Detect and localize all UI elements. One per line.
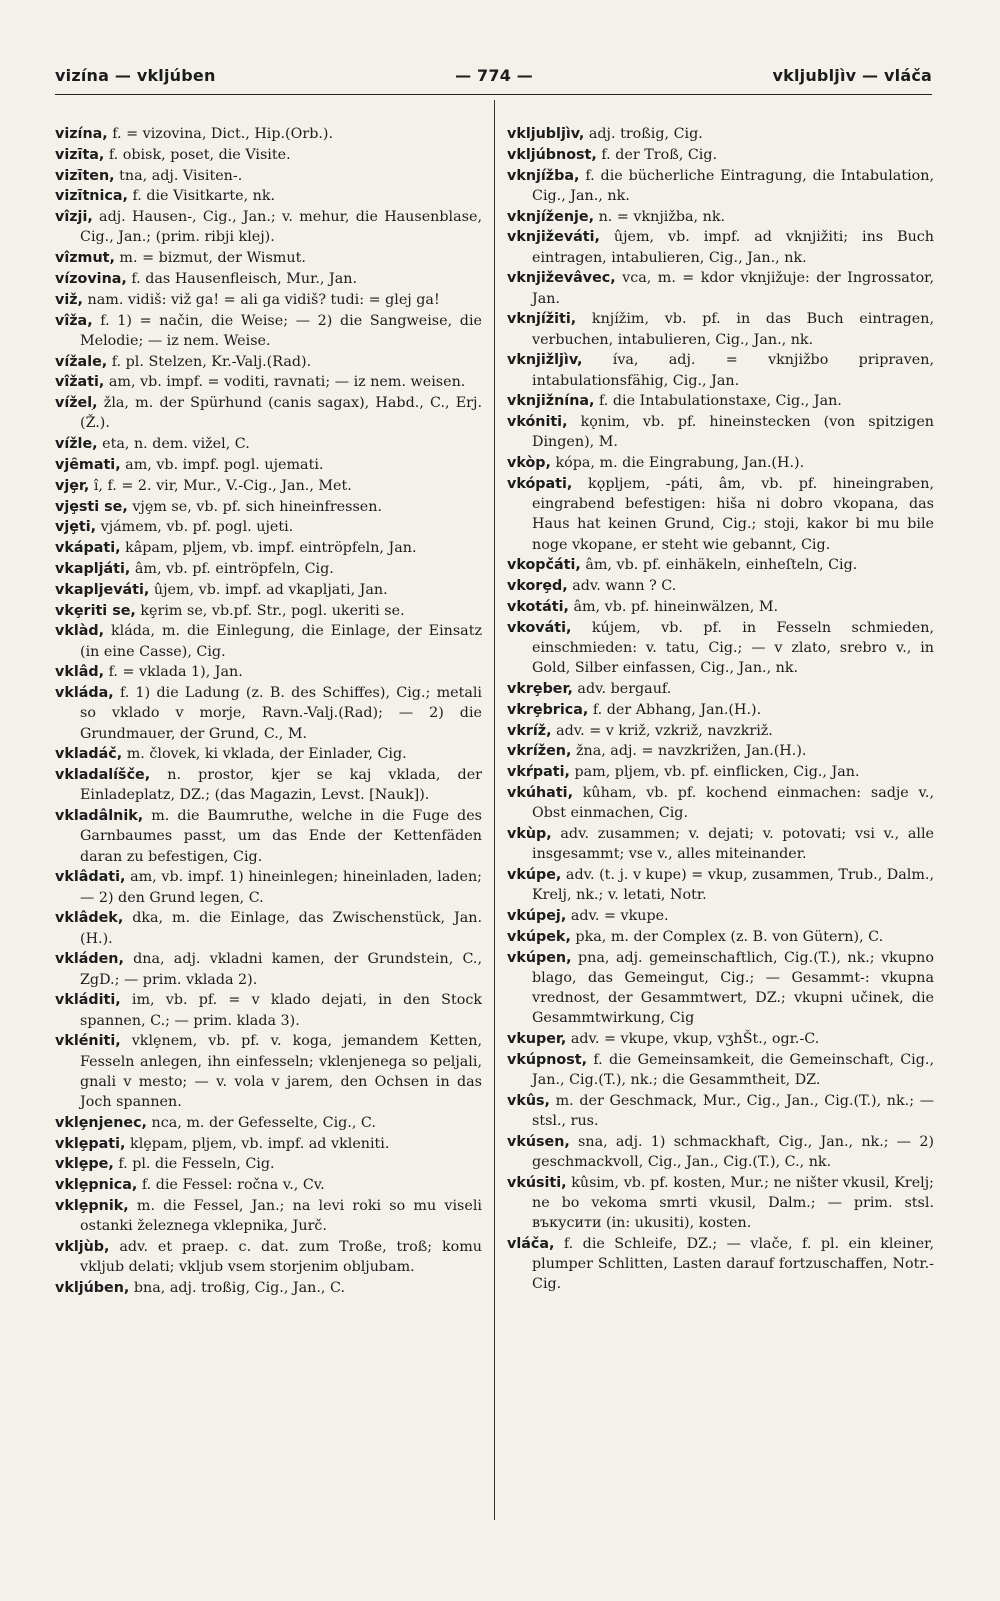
dictionary-entry: [507, 309, 934, 349]
entry-headword: vîžati,: [55, 374, 105, 391]
entry-definition: m. die Fessel, Jan.; na levi roki so mu viseli ostanki železnega vklepnika, Jurč.: [80, 1197, 482, 1235]
entry-definition: f. 1) = način, die Weise; — 2) die Sangweise, die Melodie; — iz nem. Weise.: [80, 312, 482, 349]
entry-definition: f. = vizovina, Dict., Hip.(Orb.).: [107, 126, 334, 142]
entry-definition: adv. et praep. c. dat. zum Troße, troß; komu vkljub delati; vkljub vsem storjenim obljubam.: [80, 1238, 482, 1276]
dictionary-entry: [55, 352, 482, 372]
dictionary-entry: [55, 1113, 482, 1133]
entry-headword: vkapljáti,: [55, 560, 131, 577]
entry-definition: adv. = vkupe, vkup, vʒhŠt., ogr.-C.: [566, 1030, 820, 1047]
dictionary-entry: [507, 721, 934, 741]
entry-definition: âm, vb. pf. hineinwälzen, M.: [568, 598, 779, 615]
entry-definition: f. die Fessel: ročna v., Cv.: [137, 1177, 325, 1194]
dictionary-entry: [507, 762, 934, 782]
entry-headword: vkùp,: [507, 825, 552, 842]
entry-headword: vkrȩber,: [507, 680, 573, 697]
entry-headword: vkapljeváti,: [55, 581, 150, 598]
entry-definition: adv. (t. j. v kupe) = vkup, zusammen, Trub., Dalm., Krelj, nk.; v. letati, Notr.: [532, 866, 934, 904]
dictionary-entry: [507, 207, 934, 227]
entry-headword: vklȩpnica,: [55, 1177, 138, 1194]
entry-headword: vkorȩd,: [507, 578, 568, 595]
entry-headword: vkladáč,: [55, 746, 123, 763]
entry-definition: dna, adj. vkladni kamen, der Grundstein, C., ZgD.; — prim. vklada 2).: [80, 951, 482, 988]
entry-headword: vklȩpnik,: [55, 1197, 129, 1214]
entry-headword: vkríž,: [507, 722, 552, 739]
entry-headword: vkuper,: [507, 1030, 567, 1047]
dictionary-entry: [507, 597, 934, 617]
dictionary-entry: [55, 497, 482, 517]
dictionary-entry: [55, 124, 482, 144]
dictionary-entry: [55, 806, 482, 867]
entry-definition: n. = vknjižba, nk.: [594, 208, 726, 225]
dictionary-entry: [55, 601, 482, 621]
entry-definition: kâpam, pljem, vb. impf. eintröpfeln, Jan.: [120, 540, 417, 557]
dictionary-entry: [507, 350, 934, 390]
dictionary-entry: [55, 372, 482, 392]
entry-definition: knjížim, vb. pf. in das Buch eintragen, verbuchen, intabulieren, Cig., Jan., nk.: [532, 311, 934, 348]
dictionary-entry: [507, 412, 934, 452]
dictionary-entry: [507, 700, 934, 720]
dictionary-entry: [507, 576, 934, 596]
entry-definition: kláda, m. die Einlegung, die Einlage, der Einsatz (in eine Casse), Cig.: [80, 623, 482, 660]
entry-headword: vkȩriti se,: [55, 602, 136, 619]
entry-headword: vjȩsti se,: [55, 498, 128, 515]
dictionary-entry: [507, 824, 934, 864]
entry-headword: vklȩpati,: [55, 1135, 126, 1152]
entry-headword: vknjížiti,: [507, 311, 577, 328]
entry-definition: vklȩnem, vb. pf. v. koga, jemandem Ketten, Fesseln anlegen, ihn einfesseln; vklenjenega so peljali, gnali v mesto; — v. vola v jarem, den Ochsen in das Joch spannen.: [80, 1033, 482, 1110]
entry-definition: am, vb. impf. 1) hineinlegen; hineinladen, laden; — 2) den Grund legen, C.: [80, 869, 482, 906]
header-left: vizína — vkljúben: [55, 65, 216, 85]
entry-headword: vkúpek,: [507, 928, 571, 945]
entry-definition: pam, pljem, vb. pf. einflicken, Cig., Jan.: [569, 764, 860, 781]
entry-definition: âm, vb. pf. eintröpfeln, Cig.: [130, 560, 334, 577]
dictionary-entry: [507, 1050, 934, 1090]
entry-definition: f. = vklada 1), Jan.: [104, 664, 243, 681]
entry-headword: vkúpnost,: [507, 1051, 588, 1068]
dictionary-entry: [507, 906, 934, 926]
dictionary-entry: [507, 145, 934, 165]
dictionary-entry: [507, 166, 934, 206]
dictionary-entry: [55, 1237, 482, 1277]
dictionary-entry: [507, 948, 934, 1029]
dictionary-entry: [55, 207, 482, 247]
entry-headword: vkúhati,: [507, 784, 573, 801]
dictionary-entry: [507, 783, 934, 823]
entry-definition: adv. wann ? C.: [567, 578, 677, 595]
entry-headword: vízovina,: [55, 270, 127, 287]
entry-definition: f. obisk, poset, die Visite.: [104, 146, 291, 163]
dictionary-entry: [507, 1091, 934, 1131]
header-rule: [55, 94, 932, 95]
entry-headword: vkûs,: [507, 1092, 550, 1109]
entry-definition: dka, m. die Einlage, das Zwischenstück, Jan.(H.).: [80, 910, 482, 947]
entry-headword: vklȩpe,: [55, 1156, 114, 1173]
entry-definition: î, f. = 2. vir, Mur., V.-Cig., Jan., Met.: [89, 477, 352, 494]
entry-headword: vkúsiti,: [507, 1174, 567, 1191]
entry-headword: vklâdek,: [55, 910, 124, 927]
entry-headword: vizína,: [55, 126, 108, 142]
entry-headword: vkladalíšče,: [55, 767, 151, 784]
entry-definition: kǫpljem, -páti, âm, vb. pf. hineingraben, eingrabend befestigen: hiša ni dobro vkopana, das Haus hat keinen Grund, Cig.; stoji, kakor bi mu bile noge vkopane, er steht wie gebannt, Cig.: [532, 475, 934, 553]
entry-definition: f. die Schleife, DZ.; — vlače, f. pl. ein kleiner, plumper Schlitten, Lasten darauf fortzuschaffen, Notr.-Cig.: [532, 1235, 934, 1293]
entry-headword: vkúsen,: [507, 1133, 570, 1150]
dictionary-entry: [55, 455, 482, 475]
entry-definition: ûjem, vb. impf. ad vknjižiti; ins Buch eintragen, intabulieren, Cig., Jan., nk.: [532, 229, 934, 266]
dictionary-entry: [55, 393, 482, 433]
dictionary-entry: [507, 679, 934, 699]
entry-headword: vkúpe,: [507, 866, 562, 883]
dictionary-entry: [55, 1134, 482, 1154]
entry-definition: klȩpam, pljem, vb. impf. ad vkleniti.: [125, 1135, 390, 1152]
entry-headword: vknjíženje,: [507, 208, 595, 225]
entry-headword: vkléniti,: [55, 1033, 121, 1050]
entry-definition: ûjem, vb. impf. ad vkapljati, Jan.: [149, 581, 388, 598]
entry-definition: âm, vb. pf. einhäkeln, einheſteln, Cig.: [580, 557, 858, 574]
dictionary-entry: [55, 765, 482, 805]
dictionary-entry: [55, 248, 482, 268]
entry-headword: vizītnica,: [55, 188, 128, 205]
entry-definition: kópa, m. die Eingrabung, Jan.(H.).: [550, 455, 805, 472]
dictionary-entry: [55, 1154, 482, 1174]
entry-headword: vizīta,: [55, 146, 105, 163]
entry-headword: vížle,: [55, 436, 98, 453]
right-column: [507, 124, 934, 1295]
header-right: vkljubljìv — vláča: [772, 65, 932, 85]
column-divider: [494, 100, 495, 1520]
entry-headword: vkláda,: [55, 685, 114, 702]
left-column: [55, 124, 482, 1299]
entry-definition: n. prostor, kjer se kaj vklada, der Einladeplatz, DZ.; (das Magazin, Levst. [Nauk]).: [80, 767, 482, 804]
entry-definition: adv. = v križ, vzkriž, navzkriž.: [551, 722, 773, 739]
dictionary-entry: [55, 186, 482, 206]
entry-definition: f. die bücherliche Eintragung, die Intabulation, Cig., Jan., nk.: [532, 167, 934, 204]
entry-definition: f. die Intabulationstaxe, Cig., Jan.: [594, 393, 842, 410]
dictionary-entry: [507, 474, 934, 555]
dictionary-entry: [507, 1234, 934, 1295]
dictionary-entry: [507, 1029, 934, 1049]
entry-headword: vklàd,: [55, 623, 105, 640]
entry-definition: pka, m. der Complex (z. B. von Gütern), C.: [570, 928, 884, 945]
dictionary-entry: [507, 618, 934, 679]
entry-definition: adv. = vkupe.: [566, 907, 669, 924]
dictionary-entry: [55, 476, 482, 496]
entry-definition: adv. zusammen; v. dejati; v. potovati; vsi v., alle insgesammt; vse v., alles miteinander.: [532, 825, 934, 863]
entry-headword: vizīten,: [55, 167, 115, 184]
entry-headword: vkláditi,: [55, 992, 121, 1009]
dictionary-entry: [507, 453, 934, 473]
entry-headword: vkóniti,: [507, 414, 568, 431]
dictionary-entry: [55, 1196, 482, 1236]
entry-headword: vklȩnjenec,: [55, 1114, 147, 1131]
dictionary-entry: [55, 269, 482, 289]
entry-definition: žla, m. der Spürhund (canis sagax), Habd., C., Erj.(Ž.).: [80, 395, 482, 432]
entry-headword: vkúpej,: [507, 907, 567, 924]
dictionary-entry: [507, 268, 934, 308]
entry-definition: adj. Hausen-, Cig., Jan.; v. mehur, die Hausenblase, Cig., Jan.; (prim. ribji klej).: [80, 209, 482, 246]
entry-headword: víželׅ,: [55, 395, 98, 412]
entry-definition: am, vb. impf. = voditi, ravnati; — iz nem. weisen.: [104, 374, 466, 391]
entry-headword: vknjížba,: [507, 167, 580, 184]
entry-definition: kûham, vb. pf. kochend einmachen: sadje v., Obst einmachen, Cig.: [532, 784, 934, 822]
entry-headword: vkrížen,: [507, 743, 572, 760]
entry-definition: tna, adj. Visiten-.: [114, 167, 243, 184]
entry-definition: íva, adj. = vknjižbo pripraven, intabulationsfähig, Cig., Jan.: [532, 352, 934, 389]
dictionary-entry: [55, 990, 482, 1030]
dictionary-entry: [55, 290, 482, 310]
entry-headword: vkrȩbrica,: [507, 701, 589, 718]
entry-headword: vkŕpati,: [507, 764, 570, 781]
dictionary-entry: [55, 867, 482, 907]
entry-headword: vkúpen,: [507, 949, 572, 966]
entry-definition: im, vb. pf. = v klado dejati, in den Stock spannen, C.; — prim. klada 3).: [80, 992, 482, 1029]
entry-definition: kǫnim, vb. pf. hineinstecken (von spitzigen Dingen), M.: [532, 414, 934, 451]
entry-headword: vknjiževáti,: [507, 229, 600, 246]
entry-definition: f. die Gemeinsamkeit, die Gemeinschaft, Cig., Jan., Cig.(T.), nk.; die Gesammtheit, DZ.: [532, 1051, 934, 1088]
entry-headword: vjȩti,: [55, 519, 97, 536]
dictionary-entry: [507, 1173, 934, 1234]
entry-headword: vkladâlnik,: [55, 808, 144, 825]
entry-headword: vîzmut,: [55, 250, 115, 267]
dictionary-entry: [55, 517, 482, 537]
entry-headword: vkòp,: [507, 455, 551, 472]
dictionary-entry: [507, 227, 934, 267]
entry-definition: kûsim, vb. pf. kosten, Mur.; ne ništer vkusil, Krelj; ne bo vekoma smrti vkusil, Dalm.; — prim. stsl. въкусити (in: ukusiti), kosten.: [532, 1174, 934, 1232]
entry-headword: vklâd,: [55, 664, 105, 681]
dictionary-entry: [55, 145, 482, 165]
entry-definition: adv. bergauf.: [572, 680, 672, 697]
entry-headword: vkotáti,: [507, 598, 569, 615]
entry-definition: kȩrim se, vb.pf. Str., pogl. ukeriti se.: [135, 602, 405, 619]
dictionary-entry: [507, 927, 934, 947]
dictionary-entry: [55, 559, 482, 579]
dictionary-entry: [55, 434, 482, 454]
dictionary-entry: [55, 908, 482, 948]
entry-headword: vknjižnína,: [507, 393, 595, 410]
entry-definition: m. die Baumruthe, welche in die Fuge des Garnbaumes passt, um das Ende der Kettenfäden daran zu befestigen, Cig.: [80, 808, 482, 865]
dictionary-entry: [55, 580, 482, 600]
entry-definition: nam. vidiš: viž ga! = ali ga vidiš? tudi: = glej ga!: [82, 291, 440, 308]
dictionary-entry: [507, 865, 934, 905]
entry-definition: f. die Visitkarte, nk.: [127, 188, 276, 205]
entry-headword: vknjiževâvec,: [507, 270, 616, 287]
entry-definition: f. das Hausenfleisch, Mur., Jan.: [126, 270, 357, 287]
entry-headword: vîža,: [55, 312, 93, 329]
entry-headword: vkljubljìv,: [507, 126, 585, 142]
entry-definition: žna, adj. = navzkrižen, Jan.(H.).: [571, 743, 807, 760]
entry-definition: am, vb. impf. pogl. ujemati.: [120, 456, 324, 473]
dictionary-entry: [507, 1132, 934, 1172]
entry-definition: sna, adj. 1) schmackhaft, Cig., Jan., nk.; — 2) geschmackvoll, Cig., Jan., Cig.(T.), C., nk.: [532, 1133, 934, 1170]
entry-headword: vknjižljìv,: [507, 352, 583, 369]
entry-definition: adj. troßig, Cig.: [584, 126, 703, 142]
dictionary-entry: [55, 311, 482, 351]
entry-definition: m. der Geschmack, Mur., Cig., Jan., Cig.(T.), nk.; — stsl., rus.: [532, 1092, 934, 1129]
dictionary-entry: [55, 662, 482, 682]
dictionary-entry: [507, 555, 934, 575]
entry-definition: f. pl. die Fesseln, Cig.: [113, 1156, 275, 1173]
entry-headword: viž,: [55, 291, 83, 308]
entry-definition: pna, adj. gemeinschaftlich, Cig.(T.), nk.; vkupno blago, das Gemeingut, Cig.; — Gesammt-: vkupna vrednost, der Gesammtwert, DZ.; vkupni učinek, die Gesammtwirkung, Cig: [532, 949, 934, 1027]
entry-definition: m. = bizmut, der Wismut.: [114, 250, 306, 267]
entry-definition: m. človek, ki vklada, der Einlader, Cig.: [122, 746, 407, 763]
dictionary-entry: [507, 391, 934, 411]
dictionary-entry: [55, 1278, 482, 1298]
dictionary-entry: [507, 741, 934, 761]
dictionary-entry: [55, 683, 482, 744]
entry-definition: vjȩm se, vb. pf. sich hineinfressen.: [127, 498, 382, 515]
entry-definition: bna, adj. troßig, Cig., Jan., C.: [129, 1279, 345, 1296]
dictionary-entry: [55, 744, 482, 764]
entry-definition: f. der Troß, Cig.: [596, 146, 718, 163]
dictionary-entry: [55, 538, 482, 558]
entry-headword: vkópati,: [507, 475, 573, 492]
dictionary-entry: [55, 949, 482, 989]
entry-definition: vjámem, vb. pf. pogl. ujeti.: [96, 519, 294, 536]
entry-headword: vkováti,: [507, 619, 572, 636]
entry-definition: f. pl. Stelzen, Kr.-Valj.(Rad).: [107, 353, 312, 370]
entry-headword: vláča,: [507, 1235, 555, 1252]
entry-headword: vkljùb,: [55, 1238, 110, 1255]
page-header: [55, 58, 932, 92]
dictionary-entry: [55, 1031, 482, 1112]
page-number: — 774 —: [455, 65, 534, 85]
entry-definition: vca, m. = kdor vknjižuje: der Ingrossator, Jan.: [532, 270, 934, 307]
entry-headword: vkápati,: [55, 540, 121, 557]
entry-headword: vkljúben,: [55, 1279, 130, 1296]
entry-headword: vjȩr,: [55, 477, 90, 494]
entry-headword: vížale,: [55, 353, 108, 370]
dictionary-entry: [55, 166, 482, 186]
entry-definition: eta, n. dem. vižel, C.: [97, 436, 250, 453]
entry-headword: vklâdati,: [55, 869, 126, 886]
entry-definition: kújem, vb. pf. in Fesseln schmieden, einschmieden: v. tatu, Cig.; — v zlato, srebro v., in Gold, Silber einfassen, Cig., Jan., nk.: [532, 619, 934, 677]
entry-headword: vkljúbnost,: [507, 146, 597, 163]
entry-definition: f. der Abhang, Jan.(H.).: [588, 701, 762, 718]
entry-headword: vkláden,: [55, 951, 124, 968]
dictionary-entry: [55, 1175, 482, 1195]
entry-headword: vîzji,: [55, 209, 93, 226]
entry-headword: vjȇmati,: [55, 456, 121, 473]
dictionary-entry: [507, 124, 934, 144]
entry-headword: vkopčáti,: [507, 557, 581, 574]
entry-definition: nca, m. der Gefesselte, Cig., C.: [146, 1114, 376, 1131]
dictionary-entry: [55, 621, 482, 661]
entry-definition: f. 1) die Ladung (z. B. des Schiffes), Cig.; metali so vklado v morje, Ravn.-Valj.(Rad); — 2) die Grundmauer, der Grund, C., M.: [80, 685, 482, 742]
